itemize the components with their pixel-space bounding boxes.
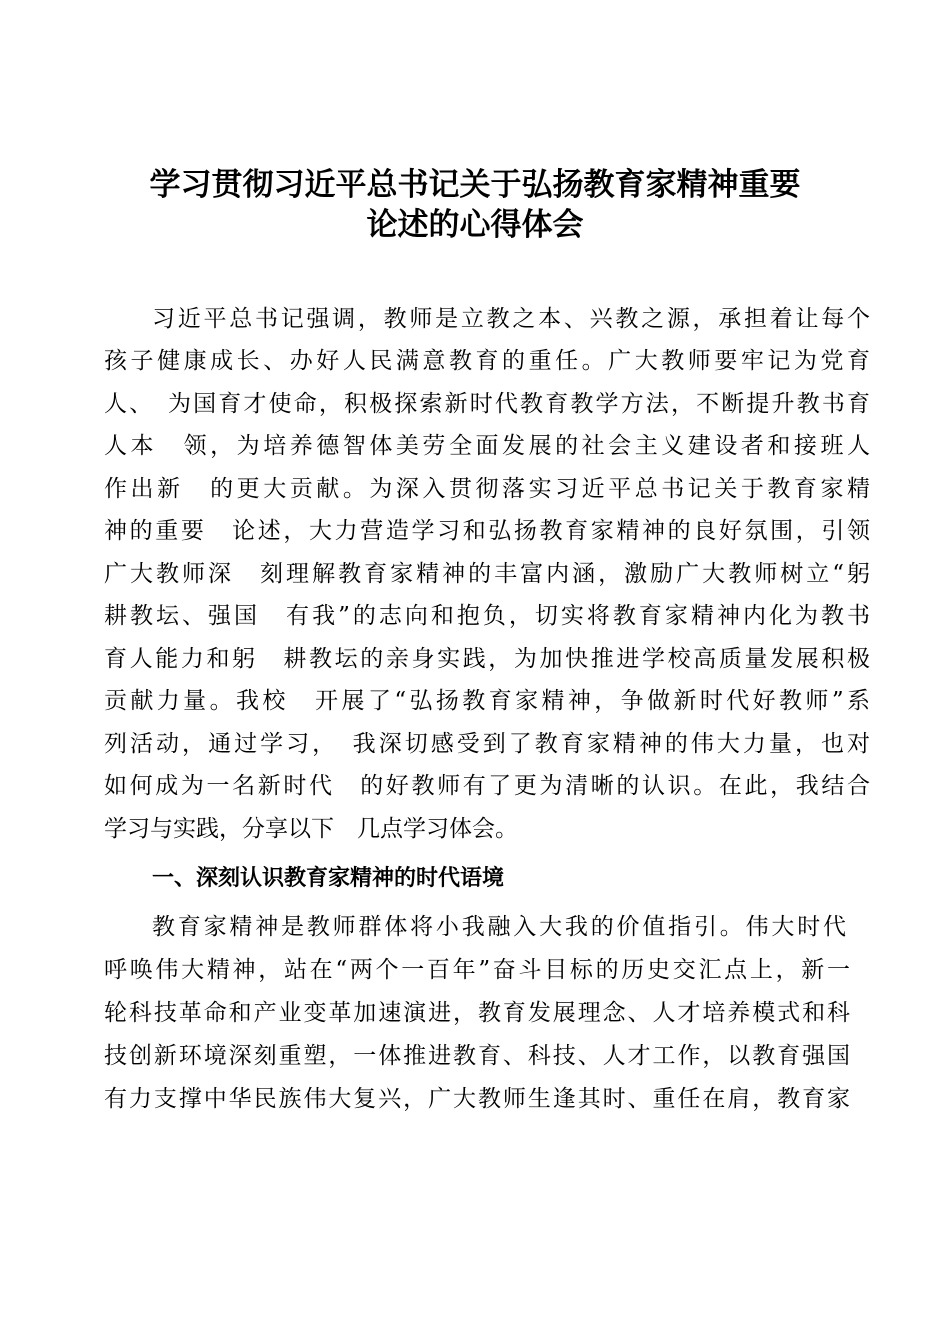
paragraph-1-line-7: 广大教师深 刻理解教育家精神的丰富内涵，激励广大教师树立“躬 (104, 561, 870, 587)
paragraph-2-line-4: 技创新环境深刻重塑，一体推进教育、科技、人才工作，以教育强国 (104, 1043, 850, 1069)
paragraph-1-line-9: 育人能力和躬 耕教坛的亲身实践，为加快推进学校高质量发展积极 (104, 646, 870, 672)
paragraph-1-line-13: 学习与实践，分享以下 几点学习体会。 (104, 816, 518, 842)
document-title-line-1: 学习贯彻习近平总书记关于弘扬教育家精神重要 (149, 167, 801, 203)
paragraph-1-line-2: 孩子健康成长、办好人民满意教育的重任。广大教师要牢记为党育 (104, 348, 870, 374)
paragraph-1-line-12: 如何成为一名新时代 的好教师有了更为清晰的认识。在此，我结合 (104, 773, 870, 799)
paragraph-1-line-6: 神的重要 论述，大力营造学习和弘扬教育家精神的良好氛围，引领 (104, 518, 870, 544)
paragraph-1-line-10: 贡献力量。我校 开展了“弘扬教育家精神，争做新时代好教师”系 (104, 688, 870, 714)
paragraph-2-line-2: 呼唤伟大精神，站在“两个一百年”奋斗目标的历史交汇点上，新一 (104, 957, 850, 983)
section-heading-1: 一、深刻认识教育家精神的时代语境 (152, 866, 505, 891)
paragraph-1-line-8: 耕教坛、强国 有我”的志向和抱负，切实将教育家精神内化为教书 (104, 603, 870, 629)
paragraph-1-line-5: 作出新 的更大贡献。为深入贯彻落实习近平总书记关于教育家精 (104, 476, 870, 502)
paragraph-2-line-3: 轮科技革命和产业变革加速演进，教育发展理念、人才培养模式和科 (104, 1000, 850, 1026)
paragraph-1-line-3: 人、 为国育才使命，积极探索新时代教育教学方法，不断提升教书育 (104, 391, 870, 417)
document-title-line-2: 论述的心得体会 (366, 207, 584, 243)
paragraph-1-line-11: 列活动，通过学习， 我深切感受到了教育家精神的伟大力量，也对 (104, 731, 870, 757)
paragraph-1-line-4: 人本 领，为培养德智体美劳全面发展的社会主义建设者和接班人 (104, 433, 870, 459)
paragraph-2-line-5: 有力支撑中华民族伟大复兴，广大教师生逢其时、重任在肩，教育家 (104, 1086, 850, 1112)
paragraph-2-line-1: 教育家精神是教师群体将小我融入大我的价值指引。伟大时代 (152, 914, 846, 940)
paragraph-1-line-1: 习近平总书记强调，教师是立教之本、兴教之源，承担着让每个 (152, 306, 870, 332)
